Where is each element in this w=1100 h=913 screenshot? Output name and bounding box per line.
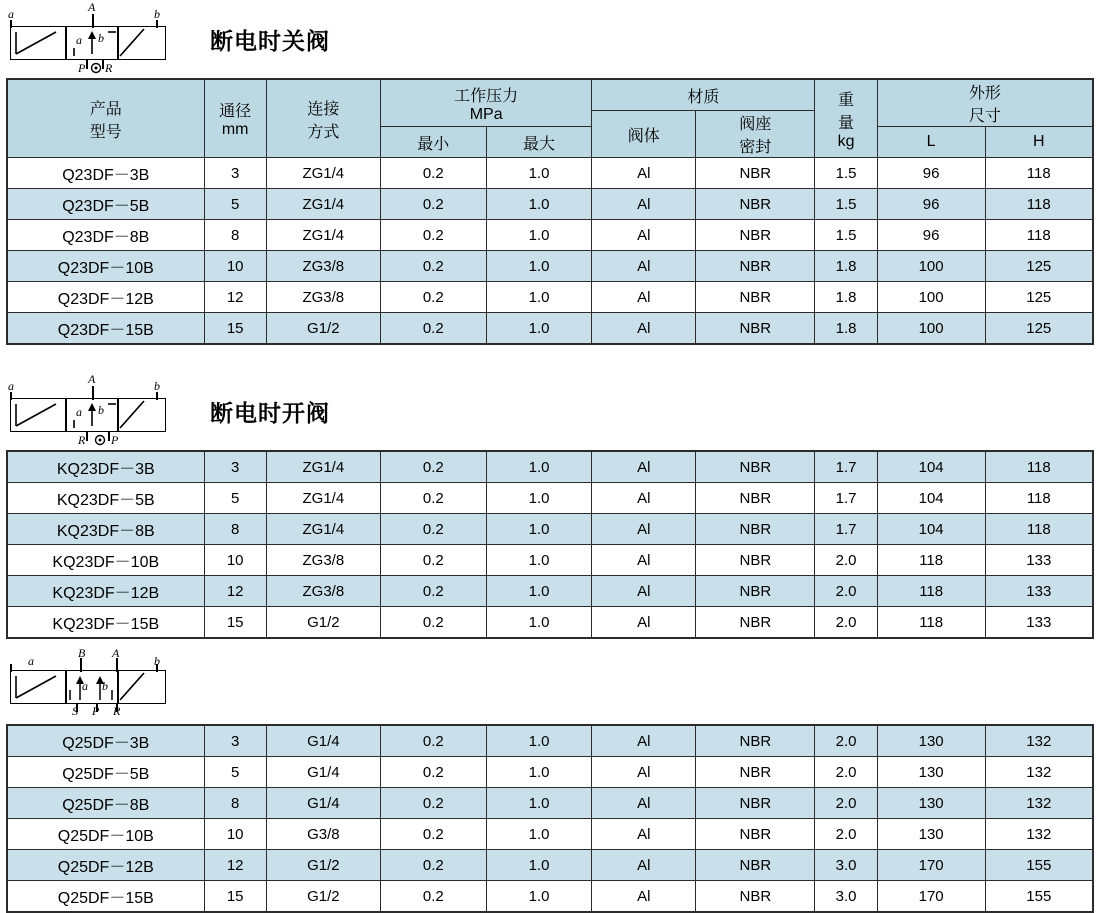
cell-weight: 2.0 [815,819,877,850]
cell-connection: G1/4 [266,757,380,788]
th-weight-l3: kg [837,132,855,150]
cell-bore: 8 [204,788,266,819]
cell-pmin: 0.2 [380,514,486,545]
cell-weight: 1.7 [815,483,877,514]
cell-body: Al [592,282,696,313]
th-weight [815,79,877,158]
cell-body: Al [592,220,696,251]
table-row [7,251,1093,282]
th-pressure-group [380,79,592,127]
cell-seal: NBR [696,313,815,345]
cell-connection: ZG3/8 [266,251,380,282]
symbol-label-b: b [154,379,160,393]
cell-seal: NBR [696,251,815,282]
cell-weight: 2.0 [815,788,877,819]
symbol-label-a-inner: a [76,405,82,419]
cell-pmin: 0.2 [380,881,486,913]
cell-h: 133 [985,607,1093,639]
th-dim-h: H [985,127,1093,158]
cell-model: KQ23DF－3B [7,451,204,483]
th-pressure-max: 最大 [486,127,592,158]
table-row [7,282,1093,313]
cell-weight: 1.7 [815,451,877,483]
symbol-label-B: B [78,646,86,660]
cell-body: Al [592,819,696,850]
spec-table-3 [6,724,1094,913]
cell-model: Q23DF－8B [7,220,204,251]
th-dimension-l2: 尺寸 [968,108,1001,125]
cell-body: Al [592,313,696,345]
cell-l: 118 [877,576,985,607]
th-model-l2: 型号 [89,123,122,141]
cell-body: Al [592,725,696,757]
th-seal-l2: 密封 [739,139,772,156]
symbol-actuator-arrow [10,26,66,60]
symbol-label-A: A [88,0,96,14]
cell-weight: 2.0 [815,757,877,788]
symbol-row-3 [0,640,1100,724]
cell-model: Q25DF－8B [7,788,204,819]
cell-l: 104 [877,483,985,514]
cell-h: 133 [985,545,1093,576]
cell-l: 170 [877,881,985,913]
cell-body: Al [592,788,696,819]
cell-l: 96 [877,158,985,189]
symbol-actuator-arrow [10,670,66,704]
cell-bore: 5 [204,483,266,514]
symbol-spring [118,670,166,704]
table-row [7,725,1093,757]
cell-seal: NBR [696,545,815,576]
table-row [7,189,1093,220]
symbol-spring [118,398,166,432]
cell-connection: G1/2 [266,850,380,881]
cell-bore: 3 [204,725,266,757]
cell-seal: NBR [696,220,815,251]
valve-symbol-normally-open [6,372,176,447]
symbol-label-a-inner: a [76,33,82,47]
cell-connection: ZG3/8 [266,545,380,576]
cell-pmax: 1.0 [486,757,592,788]
table-row [7,451,1093,483]
cell-h: 118 [985,189,1093,220]
cell-weight: 1.8 [815,282,877,313]
cell-pmax: 1.0 [486,607,592,639]
cell-pmin: 0.2 [380,483,486,514]
cell-weight: 2.0 [815,545,877,576]
cell-pmax: 1.0 [486,850,592,881]
cell-body: Al [592,251,696,282]
symbol-label-P: P [78,61,86,75]
symbol-label-R: R [78,433,86,447]
th-material-body: 阀体 [592,111,696,158]
cell-pmin: 0.2 [380,313,486,345]
cell-seal: NBR [696,881,815,913]
symbol-label-S: S [72,704,78,718]
cell-bore: 5 [204,189,266,220]
cell-pmax: 1.0 [486,725,592,757]
cell-l: 118 [877,607,985,639]
cell-pmax: 1.0 [486,158,592,189]
cell-seal: NBR [696,483,815,514]
cell-weight: 1.8 [815,313,877,345]
cell-h: 155 [985,850,1093,881]
cell-h: 155 [985,881,1093,913]
cell-pmin: 0.2 [380,757,486,788]
table-row [7,819,1093,850]
cell-h: 118 [985,451,1093,483]
th-material-group: 材质 [592,79,815,111]
cell-body: Al [592,451,696,483]
table-row [7,576,1093,607]
symbol-label-b: b [154,654,160,668]
cell-connection: ZG1/4 [266,451,380,483]
symbol-flow-paths [66,398,118,432]
cell-weight: 3.0 [815,850,877,881]
cell-weight: 2.0 [815,576,877,607]
cell-connection: G1/2 [266,607,380,639]
symbol-label-P: P [111,433,119,447]
cell-bore: 5 [204,757,266,788]
section-normally-closed [0,0,1100,345]
cell-l: 170 [877,850,985,881]
cell-pmax: 1.0 [486,881,592,913]
cell-connection: ZG1/4 [266,189,380,220]
table-row [7,881,1093,913]
cell-seal: NBR [696,158,815,189]
symbol-label-R: R [105,61,113,75]
th-connection [266,79,380,158]
cell-weight: 2.0 [815,607,877,639]
cell-h: 125 [985,282,1093,313]
cell-pmax: 1.0 [486,514,592,545]
symbol-port-A-line [92,386,94,400]
cell-pmax: 1.0 [486,282,592,313]
cell-body: Al [592,514,696,545]
symbol-port-R-line [86,431,88,441]
symbol-label-R: R [113,704,121,718]
cell-pmin: 0.2 [380,725,486,757]
th-material-seal [696,111,815,158]
cell-body: Al [592,850,696,881]
cell-bore: 15 [204,313,266,345]
th-bore-l1: 通径 [219,103,252,120]
section-normally-open [0,372,1100,639]
th-bore-l2: mm [221,121,249,138]
cell-model: KQ23DF－15B [7,607,204,639]
cell-h: 133 [985,576,1093,607]
cell-body: Al [592,757,696,788]
cell-connection: G1/2 [266,313,380,345]
cell-connection: G1/4 [266,788,380,819]
cell-pmin: 0.2 [380,158,486,189]
cell-pmin: 0.2 [380,819,486,850]
cell-pmin: 0.2 [380,545,486,576]
cell-pmin: 0.2 [380,451,486,483]
cell-pmin: 0.2 [380,850,486,881]
table-row [7,313,1093,345]
cell-bore: 15 [204,607,266,639]
cell-model: Q23DF－12B [7,282,204,313]
cell-weight: 1.8 [815,251,877,282]
cell-model: Q25DF－15B [7,881,204,913]
cell-l: 100 [877,251,985,282]
cell-pmin: 0.2 [380,220,486,251]
symbol-label-A: A [112,646,120,660]
cell-model: Q23DF－15B [7,313,204,345]
cell-connection: G1/2 [266,881,380,913]
cell-l: 104 [877,514,985,545]
cell-h: 118 [985,220,1093,251]
cell-model: KQ23DF－5B [7,483,204,514]
cell-body: Al [592,576,696,607]
cell-pmin: 0.2 [380,282,486,313]
th-connection-l2: 方式 [307,123,340,141]
spec-table-1 [6,78,1094,345]
cell-seal: NBR [696,607,815,639]
cell-model: KQ23DF－10B [7,545,204,576]
symbol-label-a: a [28,654,34,668]
cell-bore: 10 [204,545,266,576]
cell-seal: NBR [696,514,815,545]
cell-pmax: 1.0 [486,451,592,483]
symbol-label-a: a [8,7,14,21]
symbol-actuator-arrow [10,398,66,432]
table-row [7,514,1093,545]
cell-seal: NBR [696,757,815,788]
table-row [7,158,1093,189]
cell-seal: NBR [696,725,815,757]
table-row [7,850,1093,881]
cell-connection: ZG1/4 [266,158,380,189]
cell-weight: 1.5 [815,189,877,220]
th-model-l1: 产品 [89,100,122,118]
cell-seal: NBR [696,850,815,881]
symbol-label-b-inner: b [98,31,104,45]
cell-seal: NBR [696,788,815,819]
symbol-exhaust-circle [90,62,102,74]
cell-h: 125 [985,251,1093,282]
cell-model: Q23DF－3B [7,158,204,189]
symbol-port-a-line [10,664,12,672]
cell-connection: ZG1/4 [266,220,380,251]
symbol-flow-paths [66,670,118,704]
cell-l: 130 [877,757,985,788]
section-five-port [0,640,1100,913]
cell-weight: 1.5 [815,220,877,251]
cell-weight: 1.7 [815,514,877,545]
cell-pmax: 1.0 [486,483,592,514]
cell-model: KQ23DF－8B [7,514,204,545]
cell-pmin: 0.2 [380,607,486,639]
cell-seal: NBR [696,819,815,850]
cell-model: Q25DF－12B [7,850,204,881]
cell-h: 118 [985,158,1093,189]
cell-pmax: 1.0 [486,819,592,850]
valve-symbol-normally-closed [6,0,176,75]
symbol-flow-paths [66,26,118,60]
cell-connection: ZG3/8 [266,576,380,607]
symbol-label-A: A [88,372,96,386]
cell-model: Q25DF－5B [7,757,204,788]
table-row [7,757,1093,788]
cell-body: Al [592,189,696,220]
cell-l: 118 [877,545,985,576]
symbol-label-b: b [154,7,160,21]
th-seal-l1: 阀座 [739,116,772,133]
valve-symbol-five-port [6,646,176,718]
section-title-1: 断电时关阀 [210,28,330,55]
cell-connection: ZG1/4 [266,483,380,514]
cell-seal: NBR [696,576,815,607]
cell-body: Al [592,607,696,639]
cell-seal: NBR [696,189,815,220]
symbol-label-b-inner: b [98,403,104,417]
cell-l: 96 [877,220,985,251]
cell-pmin: 0.2 [380,251,486,282]
symbol-row-2 [0,372,1100,450]
cell-pmax: 1.0 [486,576,592,607]
table-row [7,545,1093,576]
section-title-2: 断电时开阀 [210,400,330,427]
cell-bore: 15 [204,881,266,913]
th-pressure-min: 最小 [380,127,486,158]
cell-pmin: 0.2 [380,576,486,607]
cell-l: 104 [877,451,985,483]
cell-bore: 10 [204,819,266,850]
th-bore [204,79,266,158]
cell-seal: NBR [696,282,815,313]
cell-h: 132 [985,725,1093,757]
cell-h: 118 [985,483,1093,514]
th-dimension-l1: 外形 [968,85,1001,102]
th-weight-l1: 重 [838,91,855,109]
symbol-label-P: P [92,704,100,718]
symbol-label-a: a [8,379,14,393]
symbol-exhaust-circle [94,434,106,446]
cell-body: Al [592,881,696,913]
th-pressure-l1: 工作压力 [454,87,519,105]
cell-l: 130 [877,788,985,819]
symbol-label-b-inner: b [102,679,108,693]
cell-body: Al [592,158,696,189]
cell-bore: 12 [204,850,266,881]
cell-h: 132 [985,788,1093,819]
cell-connection: G1/4 [266,725,380,757]
cell-model: Q23DF－10B [7,251,204,282]
cell-weight: 2.0 [815,725,877,757]
cell-bore: 10 [204,251,266,282]
cell-pmin: 0.2 [380,189,486,220]
cell-h: 118 [985,514,1093,545]
cell-l: 100 [877,282,985,313]
th-dim-l: L [877,127,985,158]
symbol-port-R-line [102,59,104,69]
th-pressure-l2: MPa [469,105,503,123]
th-dimension-group [877,79,1093,127]
cell-bore: 8 [204,514,266,545]
cell-model: KQ23DF－12B [7,576,204,607]
cell-h: 125 [985,313,1093,345]
cell-bore: 12 [204,576,266,607]
cell-model: Q23DF－5B [7,189,204,220]
th-model [7,79,204,158]
cell-h: 132 [985,757,1093,788]
cell-model: Q25DF－3B [7,725,204,757]
cell-h: 132 [985,819,1093,850]
symbol-port-P-line [86,59,88,69]
cell-pmax: 1.0 [486,189,592,220]
cell-model: Q25DF－10B [7,819,204,850]
cell-l: 130 [877,819,985,850]
symbol-port-A-line [92,14,94,28]
cell-bore: 8 [204,220,266,251]
cell-bore: 12 [204,282,266,313]
cell-body: Al [592,545,696,576]
table-row [7,607,1093,639]
cell-connection: ZG3/8 [266,282,380,313]
cell-weight: 1.5 [815,158,877,189]
cell-pmax: 1.0 [486,220,592,251]
symbol-row-1 [0,0,1100,78]
cell-pmax: 1.0 [486,545,592,576]
cell-pmin: 0.2 [380,788,486,819]
cell-connection: ZG1/4 [266,514,380,545]
cell-bore: 3 [204,158,266,189]
cell-l: 100 [877,313,985,345]
cell-l: 96 [877,189,985,220]
symbol-label-a-inner: a [82,679,88,693]
cell-l: 130 [877,725,985,757]
cell-pmax: 1.0 [486,251,592,282]
cell-bore: 3 [204,451,266,483]
cell-seal: NBR [696,451,815,483]
cell-pmax: 1.0 [486,788,592,819]
cell-weight: 3.0 [815,881,877,913]
cell-connection: G3/8 [266,819,380,850]
th-connection-l1: 连接 [307,100,340,118]
symbol-port-P-line [108,431,110,441]
symbol-spring [118,26,166,60]
cell-pmax: 1.0 [486,313,592,345]
spec-table-2 [6,450,1094,639]
table-row [7,788,1093,819]
table-row [7,220,1093,251]
th-weight-l2: 量 [838,114,855,132]
cell-body: Al [592,483,696,514]
table-row [7,483,1093,514]
